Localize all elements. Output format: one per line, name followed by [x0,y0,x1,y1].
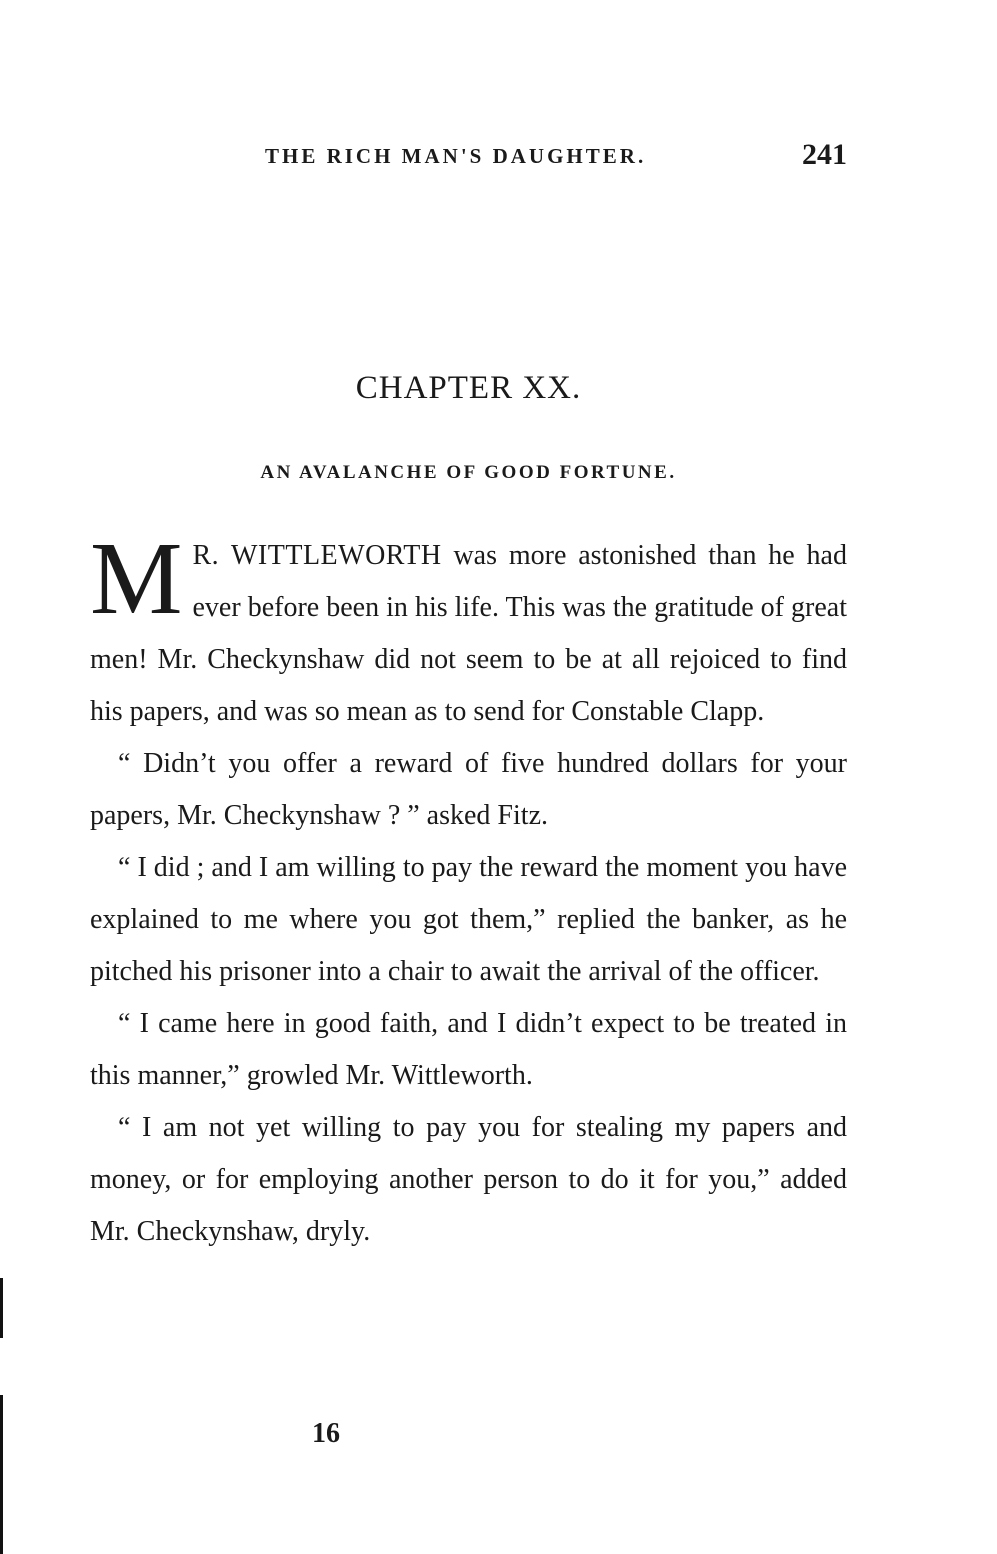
scan-edge-mark-lower [0,1395,3,1554]
paragraph-4: “ I came here in good faith, and I didn’t expect to be treated in this manner,” growled Mr. Wittleworth. [90,1008,847,1091]
chapter-title: CHAPTER XX. [355,370,582,406]
body-text [90,521,847,1258]
paragraph-2: “ Didn’t you offer a reward of five hundred dollars for your papers, Mr. Checkynshaw ? ” asked Fitz. [90,748,847,831]
paragraph-1 [90,521,847,738]
opening-caps: R. WITTLEWORTH [192,540,442,571]
running-head [90,138,847,174]
page-number: 241 [802,138,847,171]
paragraph-1-text: was more astonished than he had ever before been in his life. This was the gratitude of great men! Mr. Checkynshaw did not seem to be at all rejoiced to find his papers, and was so mean as to send for Constable Clapp. [90,540,847,727]
paragraph-3: “ I did ; and I am willing to pay the reward the moment you have explained to me where you got them,” replied the banker, as he pitched his prisoner into a chair to await the arrival of the officer. [90,852,847,987]
signature-mark: 16 [312,1418,340,1449]
paragraph-5: “ I am not yet willing to pay you for stealing my papers and money, or for employing another person to do it for you,” added Mr. Checkynshaw, dryly. [90,1112,847,1247]
drop-cap: M [90,521,183,636]
chapter-subtitle: AN AVALANCHE OF GOOD FORTUNE. [260,462,677,483]
running-title: THE RICH MAN'S DAUGHTER. [265,144,647,168]
scan-edge-mark [0,1278,3,1338]
